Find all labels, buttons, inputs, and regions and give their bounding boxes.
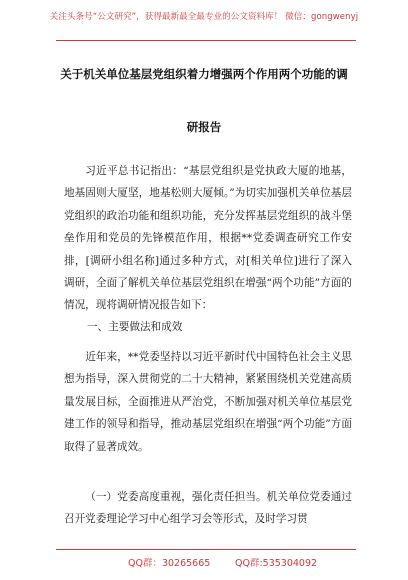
header-divider bbox=[56, 40, 356, 41]
document-title-line2: 研报告 bbox=[186, 120, 222, 134]
footer-divider bbox=[56, 549, 356, 550]
subsection-paragraph: （一）党委高度重视，强化责任担当。机关单位党委通过召开党委理论学习中心组学习会等形式，及时学习贯 bbox=[64, 491, 352, 526]
section-heading: 一、主要做法和成效 bbox=[87, 321, 183, 333]
footer-qq-group-2: QQ群:535304092 bbox=[235, 558, 318, 569]
header-banner: 关注头条号“公文研究”，获得最新最全最专业的公文资料库！ 微信：gongwenyj bbox=[49, 12, 359, 22]
body-paragraph: 近年来，**党委坚持以习近平新时代中国特色社会主义思想为指导，深入贯彻党的二十大精神，紧紧围绕机关党建高质量发展目标，全面推进从严治党，不断加强对机关单位基层党建工作的领导和指导，推动基层党组织在增强“两个功能”方面取得了显著成效。 bbox=[64, 351, 352, 453]
document-title-line1: 关于机关单位基层党组织着力增强两个作用两个功能的调 bbox=[60, 67, 348, 81]
intro-paragraph: 习近平总书记指出：“基层党组织是党执政大厦的地基，地基固则大厦坚，地基松则大厦倾。”为切实加强机关单位基层党组织的政治功能和组织功能，充分发挥基层党组织的战斗堡垒作用和党员的先锋模范作用，根据**党委调查研究工作安排，[调研小组名称]通过多种方式，对[相关单位]进行了深入调研，全面了解机关单位基层党组织在增强“两个功能”方面的情况，现将调研情况报告如下： bbox=[64, 165, 352, 312]
footer-qq-group-1: QQ群：30265665 bbox=[128, 558, 211, 569]
